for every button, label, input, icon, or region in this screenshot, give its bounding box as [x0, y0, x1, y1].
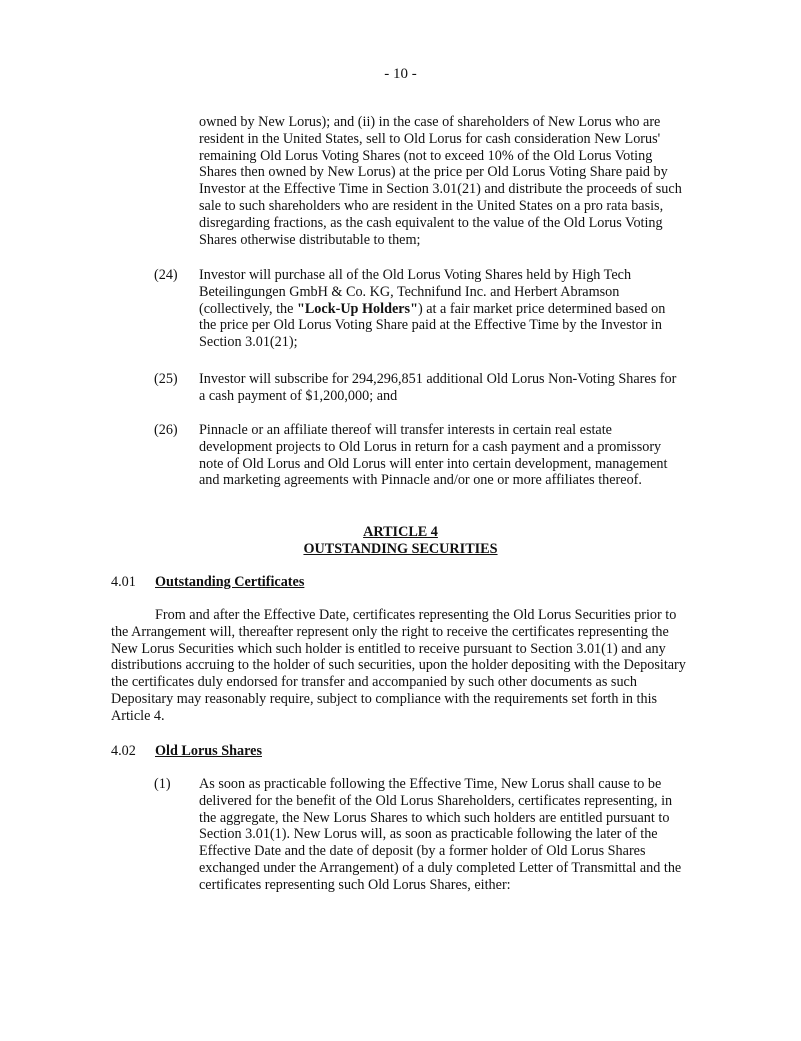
section-title: Old Lorus Shares	[155, 743, 262, 759]
item-number: (25)	[154, 371, 178, 387]
list-item-4-02-1	[154, 776, 686, 894]
section-number: 4.01	[111, 574, 136, 590]
section-4-01-heading	[111, 574, 304, 591]
item-text: Pinnacle or an affiliate thereof will transfer interests in certain real estate development projects to Old Lorus in return for a cash payment and a promissory note of Old Lorus and Old Lorus will enter into certain development, management and marketing agreements with Pinnacle and/or one or more affiliates thereof.	[199, 422, 668, 489]
list-item-25	[154, 371, 686, 405]
item-number: (24)	[154, 267, 178, 283]
article-heading-line2: OUTSTANDING SECURITIES	[303, 541, 498, 557]
section-title: Outstanding Certificates	[155, 574, 305, 590]
item-number: (26)	[154, 422, 178, 438]
list-item-26	[154, 422, 686, 489]
section-number: 4.02	[111, 743, 136, 759]
list-item-24	[154, 267, 686, 351]
section-4-01-body: From and after the Effective Date, certificates representing the Old Lorus Securities prior to the Arrangement will, thereafter represent only the right to receive the certificates representing the New Lorus Securities which such holder is entitled to receive pursuant to Section 3.01(1) and any distributions accruing to the holder of such securities, upon the holder depositing with the Depositary the certificates duly endorsed for transfer and accompanied by such other documents as such Depositary may reasonably require, subject to compliance with the requirements set forth in this Article 4.	[111, 607, 686, 724]
item-text: As soon as practicable following the Effective Time, New Lorus shall cause to be delivered for the benefit of the Old Lorus Shareholders, certificates representing, in the aggregate, the New Lorus Shares to which such holders are entitled pursuant to Section 3.01(1). New Lorus will, as soon as practicable following the later of the Effective Date and the date of deposit (by a former holder of Old Lorus Shares exchanged under the Arrangement) of a duly completed Letter of Transmittal and the certificates representing such Old Lorus Shares, either:	[199, 776, 682, 893]
section-4-02-heading	[111, 743, 262, 760]
item-text: Investor will purchase all of the Old Lorus Voting Shares held by High Tech Beteilingungen GmbH & Co. KG, Technifund Inc. and Herbert Abramson (collectively, the "Lock-Up Holders") at a fair market price determined based on the price per Old Lorus Voting Share paid at the Effective Time by the Investor in Section 3.01(21);	[199, 267, 666, 351]
continuation-paragraph: owned by New Lorus); and (ii) in the case of shareholders of New Lorus who are resident in the United States, sell to Old Lorus for cash consideration New Lorus' remaining Old Lorus Voting Shares (not to exceed 10% of the Old Lorus Voting Shares then owned by New Lorus) at the price per Old Lorus Voting Share paid by Investor at the Effective Time in Section 3.01(21) and distribute the proceeds of such sale to such shareholders who are resident in the United States on a pro rata basis, disregarding fractions, as the cash equivalent to the value of the Old Lorus Voting Shares otherwise distributable to them;	[199, 114, 682, 248]
article-heading-line1: ARTICLE 4	[363, 524, 438, 540]
page-number: - 10 -	[384, 66, 417, 82]
item-text: Investor will subscribe for 294,296,851 additional Old Lorus Non-Voting Shares for a cash payment of $1,200,000; and	[199, 371, 677, 404]
lock-up-holders-term: "Lock-Up Holders"	[296, 300, 418, 317]
item-number: (1)	[154, 776, 171, 792]
